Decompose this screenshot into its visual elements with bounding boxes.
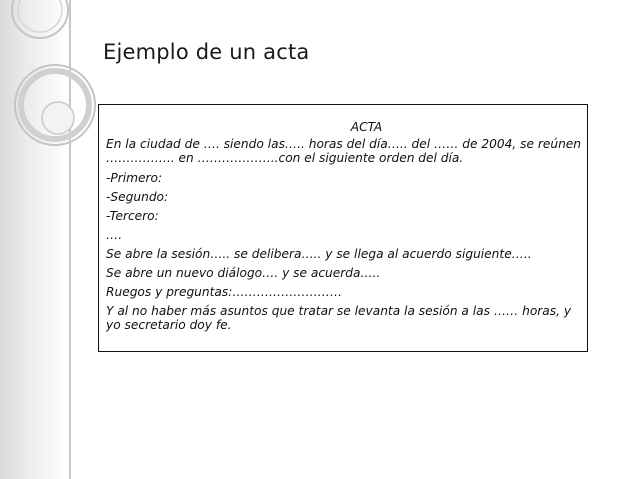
- acta-intro-paragraph: En la ciudad de …. siendo las….. horas del día….. del …… de 2004, se reúnen …………….. en ………………..con el siguiente orden del día.: [106, 137, 582, 165]
- agenda-ellipsis: ….: [106, 228, 123, 242]
- acta-document-box: [98, 104, 588, 352]
- small-circle: [42, 102, 74, 134]
- acta-heading: ACTA: [350, 120, 383, 134]
- questions-line: Ruegos y preguntas:………………………: [106, 285, 343, 299]
- session-opening-line: Se abre la sesión….. se delibera….. y se llega al acuerdo siguiente…..: [106, 247, 532, 261]
- closing-paragraph: Y al no haber más asuntos que tratar se levanta la sesión a las …… horas, y yo secretario doy fe.: [106, 304, 572, 332]
- top-circle-inner: [18, 0, 62, 32]
- new-dialogue-line: Se abre un nuevo diálogo…. y se acuerda.….: [106, 266, 381, 280]
- slide-title: Ejemplo de un acta: [103, 40, 310, 64]
- agenda-item-third: -Tercero:: [106, 209, 159, 223]
- agenda-item-first: -Primero:: [106, 171, 163, 185]
- agenda-item-second: -Segundo:: [106, 190, 169, 204]
